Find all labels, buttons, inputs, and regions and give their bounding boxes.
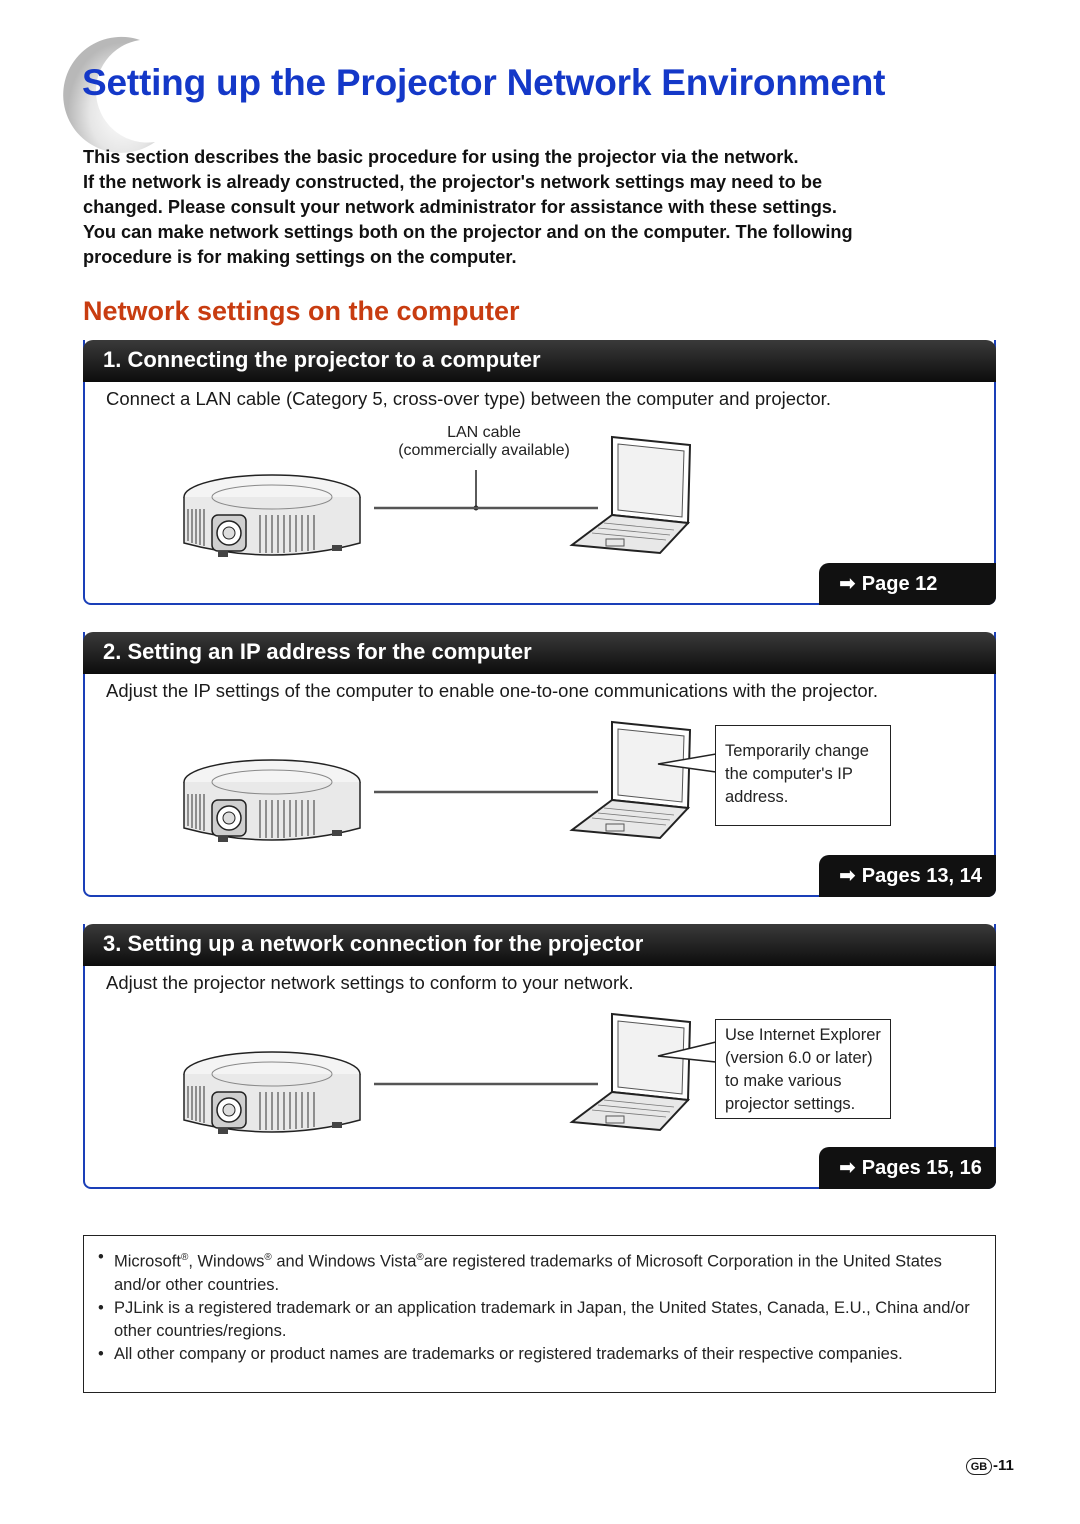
callout-line: Use Internet Explorer <box>725 1026 881 1044</box>
intro-line: procedure is for making settings on the computer. <box>83 247 517 267</box>
step-2-callout <box>715 725 891 826</box>
step-2-page-ref[interactable] <box>819 855 996 897</box>
intro-line: If the network is already constructed, the projector's network settings may need to be <box>83 172 823 192</box>
callout-line: to make various <box>725 1072 842 1090</box>
step-1-diagram <box>178 430 698 565</box>
step-3-page-ref[interactable] <box>819 1147 996 1189</box>
arrow-right-icon: ➡ <box>839 1157 856 1179</box>
callout-line: the computer's IP <box>725 765 853 783</box>
region-badge: GB <box>966 1458 992 1475</box>
laptop-icon <box>572 437 690 553</box>
step-2-diagram <box>178 718 718 848</box>
section-heading: Network settings on the computer <box>83 296 520 326</box>
trademark-notes <box>83 1235 996 1393</box>
lan-cable-label-line: LAN cable <box>447 424 521 441</box>
projector-icon <box>184 475 360 557</box>
arrow-right-icon: ➡ <box>839 573 856 595</box>
callout-line: projector settings. <box>725 1095 856 1113</box>
step-1-description: Connect a LAN cable (Category 5, cross-over type) between the computer and projector. <box>106 388 831 409</box>
note-item: • PJLink is a registered trademark or an application trademark in Japan, the United States, Canada, E.U., China and/or other countries/regions. <box>98 1297 981 1343</box>
projector-icon <box>184 1052 360 1134</box>
page-number: -11 <box>993 1457 1014 1474</box>
intro-line: You can make network settings both on the projector and on the computer. The following <box>83 222 853 242</box>
note-item: • All other company or product names are trademarks or registered trademarks of their respective companies. <box>98 1343 981 1366</box>
note-item: • Microsoft®, Windows® and Windows Vista®are registered trademarks of Microsoft Corporation in the United States and/or other countries. <box>98 1246 981 1297</box>
callout-line: (version 6.0 or later) <box>725 1049 873 1067</box>
callout-line: address. <box>725 788 789 806</box>
step-3-diagram <box>178 1012 718 1142</box>
projector-icon <box>184 760 360 842</box>
arrow-right-icon: ➡ <box>839 865 856 887</box>
intro-line: This section describes the basic procedure for using the projector via the network. <box>83 147 799 167</box>
laptop-icon <box>572 1014 690 1130</box>
step-2-description: Adjust the IP settings of the computer to enable one-to-one communications with the projector. <box>106 680 878 701</box>
page-footer <box>966 1457 1014 1475</box>
page-ref-label: Page 12 <box>861 573 938 595</box>
page-title: Setting up the Projector Network Environment <box>82 62 886 103</box>
step-3-heading: 3. Setting up a network connection for the projector <box>83 924 996 966</box>
callout-line: Temporarily change <box>725 742 869 760</box>
intro-line: changed. Please consult your network administrator for assistance with these settings. <box>83 197 837 217</box>
step-1-page-ref[interactable] <box>819 563 996 605</box>
intro-paragraph <box>83 145 1003 270</box>
step-2-heading: 2. Setting an IP address for the computer <box>83 632 996 674</box>
step-3-description: Adjust the projector network settings to conform to your network. <box>106 972 634 993</box>
step-1-heading: 1. Connecting the projector to a computer <box>83 340 996 382</box>
page-ref-label: Pages 13, 14 <box>861 865 982 887</box>
page-ref-label: Pages 15, 16 <box>861 1157 982 1179</box>
lan-cable-label-line: (commercially available) <box>398 442 570 459</box>
laptop-icon <box>572 722 690 838</box>
step-3-callout <box>715 1019 891 1119</box>
